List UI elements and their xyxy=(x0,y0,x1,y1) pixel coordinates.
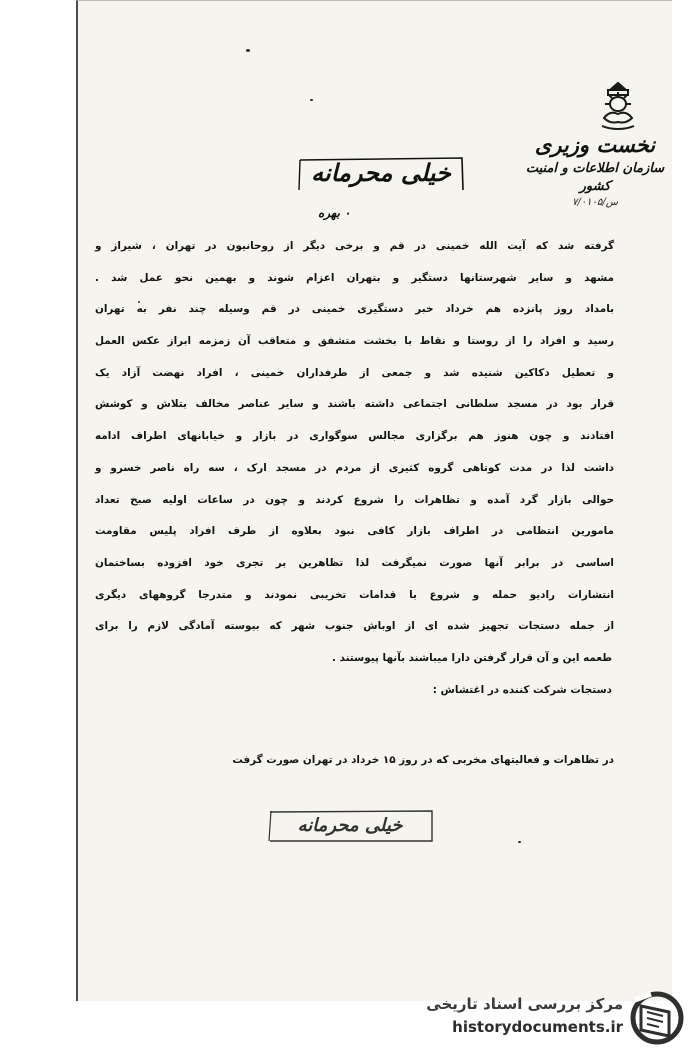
body-line: طعمه این و آن قرار گرفتن دارا میباشند بآنها پیوستند . xyxy=(332,652,612,664)
organization-name: سازمان اطلاعات و امنیت کشور xyxy=(525,161,665,194)
reference-number: س/۷/۰۱۰۵ xyxy=(572,197,618,208)
footer-line: در تظاهرات و فعالیتهای مخربی که در روز ۱۵ خرداد در تهران صورت گرفت xyxy=(232,754,614,766)
paper-speck xyxy=(246,49,250,52)
classification-stamp-top xyxy=(296,154,466,194)
body-line: اساسی در برابر آنها صورت نمیگرفت لذا تظاهرین بر تجری خود افزوده بساختمان xyxy=(95,557,614,569)
body-line: افتادند و چون هنوز هم برگزاری مجالس سوگواری در بازار و خیابانهای اطراف ادامه xyxy=(95,430,614,442)
body-line: و تعطیل دکاکین شنیده شد و جمعی از طرفداران خمینی ، افراد نهضت آزاد یک xyxy=(95,367,614,379)
body-line: گرفته شد که آیت الله خمینی در قم و برخی دیگر از روحانیون در تهران ، شیراز و xyxy=(95,240,614,252)
body-line: حوالی بازار گرد آمده و تظاهرات را شروع کردند و چون در ساعات اولیه صبح تعداد xyxy=(95,494,614,506)
body-line: داشت لذا در مدت کوتاهی گروه کثیری از مردم در مسجد ارک ، سه راه ناصر خسرو و xyxy=(95,462,614,474)
body-line: بامداد روز پانزده هم خرداد خبر دستگیری خمینی در قم وسیله چند نفر به تهران xyxy=(95,303,614,315)
watermark-name: مرکز بررسی اسناد تاریخی xyxy=(426,995,623,1013)
letterhead xyxy=(520,132,670,210)
body-line: مشهد و سایر شهرستانها دستگیر و بتهران اعزام شوند و بهمین نحو عمل شد . xyxy=(95,272,614,284)
body-line: دستجات شرکت کننده در اغتشاش : xyxy=(432,684,612,696)
classification-stamp-bottom xyxy=(264,807,436,845)
body-line: رسید و افراد را از روستا و نقاط با بخشت متشفق و متعاقب آن زمزمه ابراز عکس العمل xyxy=(95,335,614,347)
ministry-title: نخست وزیری xyxy=(534,132,656,157)
watermark-url: historydocuments.ir xyxy=(452,1018,623,1036)
body-line: مامورین انتظامی در اطراف بازار کافی نبود بعلاوه از طرف افراد پلیس مقاومت xyxy=(95,525,614,537)
archive-logo-icon xyxy=(629,990,685,1046)
body-line: قرار بود در مسجد سلطانی اجتماعی داشته باشند و سایر عناصر مخالف بتلاش و کوشش xyxy=(95,398,614,410)
watermark xyxy=(415,990,689,1046)
lion-and-sun-emblem xyxy=(596,80,640,132)
classification-stamp-text: خیلی محرمانه xyxy=(297,815,403,836)
section-marker: ۰ بهره xyxy=(318,206,351,220)
paper-speck xyxy=(310,99,313,101)
body-line: انتشارات رادیو حمله و شروع با قدامات تخریبی نمودند و متدرجا گروههای دیگری xyxy=(95,589,614,601)
paper-speck xyxy=(518,841,521,843)
classification-stamp-text: خیلی محرمانه xyxy=(311,158,451,187)
body-line: از جمله دستجات تجهیز شده ای از اوباش جنوب شهر که بیوسته آمادگی لازم را برای xyxy=(95,620,614,632)
